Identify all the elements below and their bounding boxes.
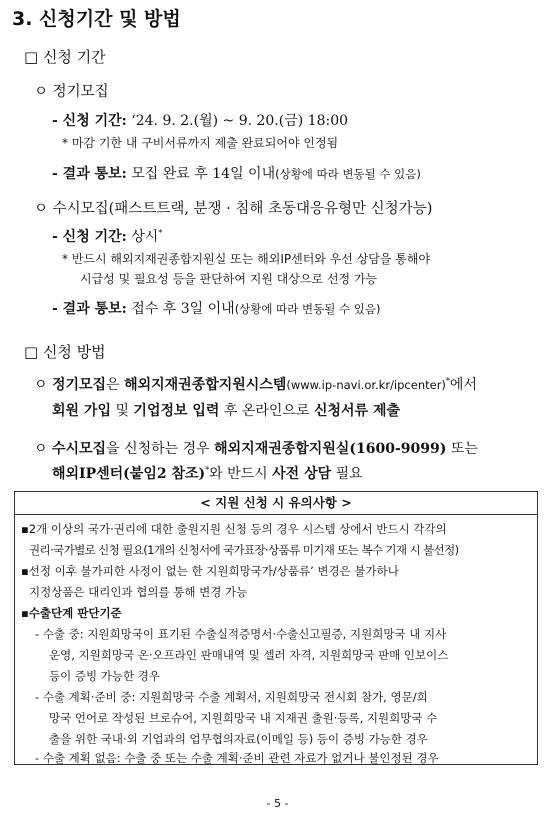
method-paragraph1-line1: ㅇ 정기모집은 해외지재권종합지원시스템(www.ip-navi.or.kr/ipcenter)*에서 (34, 376, 477, 393)
rolling-note-line1: * 반드시 해외지재권종합지원실 또는 해외IP센터와 우선 상담을 통해야 (62, 252, 431, 266)
notice-line: ▪2개 이상의 국가·권리에 대한 출원지원 신청 등의 경우 시스템 상에서 반드시 각각의 (21, 522, 447, 536)
regular-recruit-title: ㅇ 정기모집 (34, 84, 109, 100)
regular-period-line (52, 110, 348, 130)
method-paragraph1-line2 (52, 400, 400, 420)
notice-line: 운영, 지원희망국 온·오프라인 판매내역 및 셀러 자격, 지원희망국 판매 인보이스 (49, 648, 449, 662)
rolling-note-line2: 시급성 및 필요성 등을 판단하여 지원 대상으로 선정 가능 (80, 272, 378, 286)
section-heading: 3. 신청기간 및 방법 (12, 8, 181, 30)
rolling-recruit-term: 수시모집 (51, 441, 107, 457)
subsection-title-period: □ 신청 기간 (24, 48, 106, 66)
regular-result-label: - 결과 통보: (52, 166, 127, 182)
p1-text2: 에서 (449, 377, 477, 393)
subsection-title-method: □ 신청 방법 (24, 343, 106, 361)
notice-box (14, 491, 538, 765)
p2-text: 을 신청하는 경우 (106, 441, 210, 457)
p2-must: 와 반드시 (209, 466, 268, 482)
rolling-result-paren: (상황에 따라 변동될 수 있음) (234, 302, 381, 316)
method-paragraph2-line2 (52, 463, 363, 483)
overseas-ip-center: 해외IP센터(붙임2 참조) (52, 466, 206, 482)
support-office-phone: 해외지재권종합지원실(1600-9099) (214, 441, 447, 457)
notice-line: 권리·국가별로 신청 필요(1개의 신청서에 국가표장·상품류 미기재 또는 복수 기재 시 불선정) (29, 543, 459, 557)
p2-or: 또는 (450, 441, 478, 457)
p2-required: 필요 (335, 466, 363, 482)
notice-line: 출을 위한 국내·외 기업과의 업무협의자료(이메일 등) 등이 증빙 가능한 경우 (49, 732, 428, 746)
page-number: - 5 - (266, 797, 289, 810)
notice-line: - 수출 계획 없음: 수출 중 또는 수출 계획·준비 관련 자료가 없거나 불인정된 경우 (35, 751, 439, 765)
regular-period-value: ‘24. 9. 2.(월) ~ 9. 20.(금) 18:00 (131, 113, 349, 129)
rolling-period-label: - 신청 기간: (52, 229, 127, 245)
company-info-input: 기업정보 입력 (133, 403, 220, 419)
p2-sup: * (205, 465, 210, 475)
rolling-result-label: - 결과 통보: (52, 301, 127, 317)
p1-sup: * (445, 376, 450, 386)
regular-result-paren: (상황에 따라 변동될 수 있음) (275, 167, 421, 181)
p1-online: 후 온라인으로 (223, 403, 310, 419)
notice-line: 지정상품은 대리인과 협의를 통해 변경 가능 (29, 585, 248, 599)
notice-line: 망국 언어로 작성된 브로슈어, 지원희망국 내 지재권 출원·등록, 지원희망국 수 (49, 711, 438, 725)
p1-and: 및 (115, 403, 129, 419)
notice-line: - 수출 중: 지원희망국이 표기된 수출실적증명서·수출신고필증, 지원희망국 내 지사 (35, 627, 447, 641)
rolling-period-line (52, 226, 162, 246)
notice-line: - 수출 계획·준비 중: 지원희망국 수출 계획서, 지원희망국 전시회 참가, 영문/희 (35, 690, 428, 704)
rolling-result-value: 접수 후 3일 이내 (131, 301, 235, 317)
support-system-url: (www.ip-navi.or.kr/ipcenter) (286, 378, 446, 392)
notice-title: < 지원 신청 시 유의사항 > (15, 492, 537, 515)
support-system-name: 해외지재권종합지원시스템 (124, 377, 287, 393)
member-signup: 회원 가입 (52, 403, 111, 419)
notice-line: ▪수출단계 판단기준 (21, 606, 122, 620)
rolling-period-sup: * (158, 228, 163, 238)
method-paragraph2-line1: ㅇ 수시모집을 신청하는 경우 해외지재권종합지원실(1600-9099) 또는 (34, 441, 478, 457)
rolling-recruit-title: ㅇ 수시모집(패스트트랙, 분쟁 · 침해 초동대응유형만 신청가능) (34, 201, 433, 217)
rolling-period-value: 상시 (131, 229, 159, 245)
notice-line: 등이 증빙 가능한 경우 (49, 669, 160, 683)
prior-consultation: 사전 상담 (272, 466, 332, 482)
regular-result-value: 모집 완료 후 14일 이내 (131, 166, 276, 182)
regular-recruit-term: 정기모집 (51, 377, 107, 393)
regular-period-note: * 마감 기한 내 구비서류까지 제출 완료되어야 인정됨 (62, 136, 339, 150)
regular-period-label: - 신청 기간: (52, 113, 127, 129)
rolling-result-line (52, 298, 380, 318)
p1-text: 은 (106, 377, 120, 393)
submit-documents: 신청서류 제출 (313, 403, 400, 419)
notice-line: ▪선정 이후 불가피한 사정이 없는 한 지원희망국가/상품류’ 변경은 불가하나 (21, 564, 399, 578)
regular-result-line (52, 163, 421, 183)
